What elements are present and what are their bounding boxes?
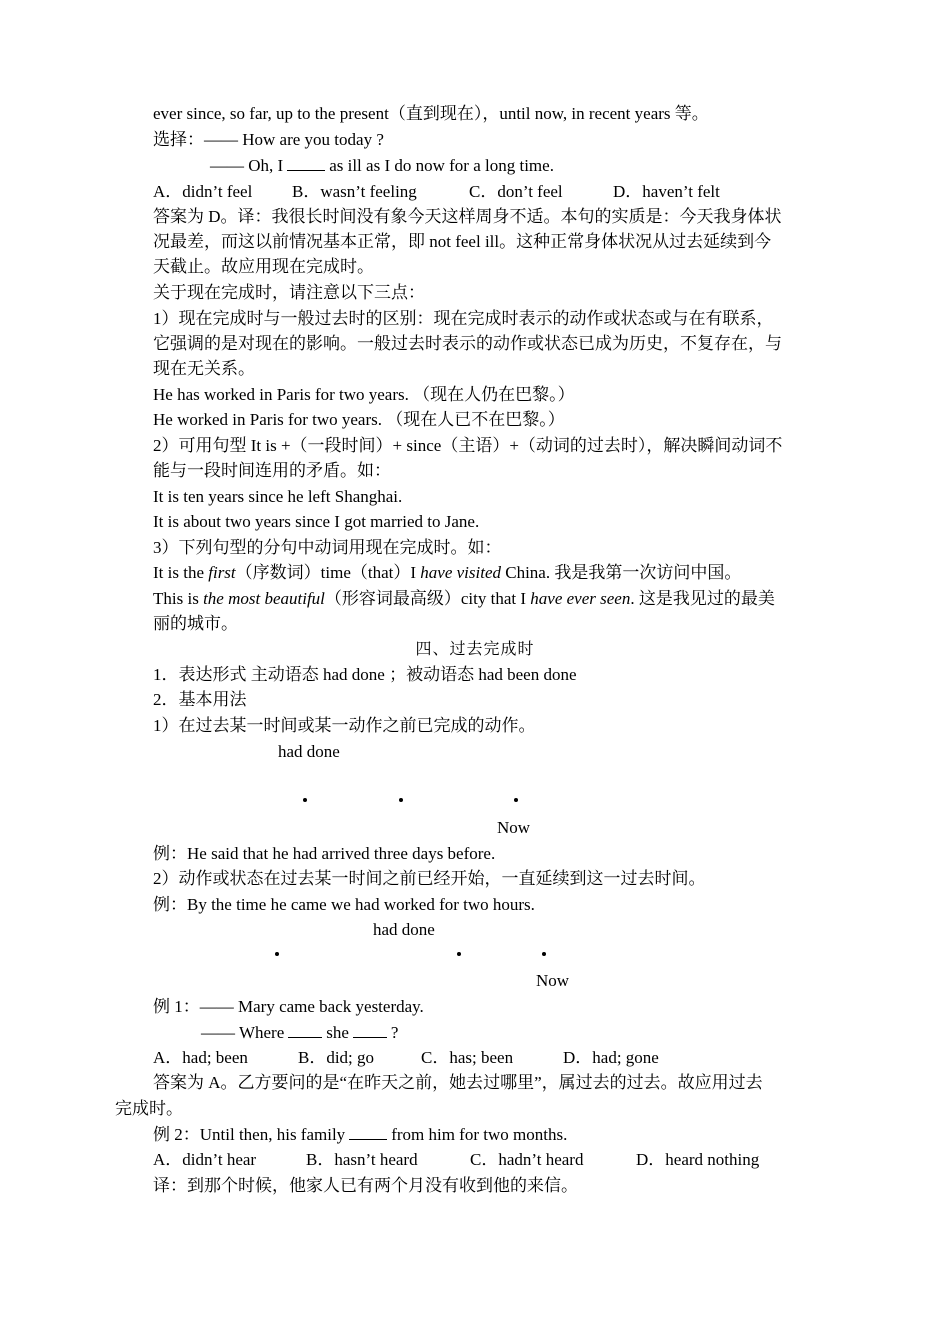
text-line: 能与一段时间连用的矛盾。如： [153, 461, 391, 480]
timeline-point [399, 798, 403, 802]
example-sentence: It is ten years since he left Shanghai. [153, 487, 403, 506]
question-reply: —— Oh, I as ill as I do now for a long time. [210, 156, 554, 175]
timeline-point [514, 798, 518, 802]
example-sentence: It is the first（序数词）time（that）I have visited China. 我是我第一次访问中国。 [153, 563, 742, 582]
question-prompt: 例 1：—— Mary came back yesterday. [153, 997, 424, 1016]
text-line: 现在无关系。 [153, 359, 255, 378]
section-heading: 四、过去完成时 [415, 639, 535, 658]
text-line: 2）动作或状态在过去某一时间之前已经开始，一直延续到这一过去时间。 [153, 869, 706, 888]
answer-options [153, 1047, 659, 1069]
option-b: B．wasn’t feeling [292, 182, 417, 201]
text-line: 答案为 D。译：我很长时间没有象今天这样周身不适。本句的实质是：今天我身体状 [153, 207, 782, 226]
option-a: A．didn’t hear [153, 1150, 257, 1169]
text-line: 2．基本用法 [153, 690, 247, 709]
answer-options [153, 1149, 759, 1171]
option-b: B．hasn’t heard [306, 1150, 418, 1169]
answer-blank [287, 156, 325, 171]
timeline-label: had done [373, 920, 435, 939]
timeline-label: had done [278, 742, 340, 761]
timeline-now-label: Now [497, 818, 531, 837]
option-c: C．don’t feel [469, 182, 563, 201]
option-c: C．hadn’t heard [470, 1150, 584, 1169]
answer-blank [349, 1125, 387, 1140]
text-line: 天截止。故应用现在完成时。 [153, 257, 374, 276]
question-prompt: 例 2：Until then, his family from him for two months. [153, 1125, 568, 1144]
timeline-now-label: Now [536, 971, 570, 990]
text-line: 丽的城市。 [153, 614, 238, 633]
text-line: 关于现在完成时，请注意以下三点： [153, 283, 425, 302]
option-c: C．has; been [421, 1048, 514, 1067]
text-line: 2）可用句型 It is +（一段时间）+ since（主语）+（动词的过去时），解决瞬间动词不 [153, 436, 783, 455]
timeline-point [275, 952, 279, 956]
text-line: ever since, so far, up to the present（直到现在），until now, in recent years 等。 [153, 104, 709, 123]
example-sentence: 例：He said that he had arrived three days before. [153, 844, 496, 863]
option-b: B．did; go [298, 1048, 375, 1067]
timeline-point [303, 798, 307, 802]
question-prompt: 选择：—— How are you today ? [153, 130, 384, 149]
option-d: D．haven’t felt [613, 182, 720, 201]
text-line: 它强调的是对现在的影响。一般过去时表示的动作或状态已成为历史，不复存在，与 [153, 334, 782, 353]
option-a: A．had; been [153, 1048, 248, 1067]
text-line: 答案为 A。乙方要问的是“在昨天之前，她去过哪里”，属过去的过去。故应用过去 [153, 1073, 763, 1092]
option-a: A．didn’t feel [153, 182, 253, 201]
answer-blank [288, 1023, 322, 1038]
text-line: 完成时。 [115, 1099, 183, 1118]
example-sentence: He has worked in Paris for two years. （现在人仍在巴黎。） [153, 385, 575, 404]
option-d: D．had; gone [563, 1048, 659, 1067]
answer-options [153, 181, 720, 203]
example-sentence: 例：By the time he came we had worked for two hours. [153, 895, 535, 914]
text-line: 1．表达形式 主动语态 had done ；被动语态 had been done [153, 665, 577, 684]
text-line: 3）下列句型的分句中动词用现在完成时。如： [153, 538, 502, 557]
translation-line: 译：到那个时候，他家人已有两个月没有收到他的来信。 [153, 1176, 578, 1195]
option-d: D．heard nothing [636, 1150, 760, 1169]
example-sentence: This is the most beautiful（形容词最高级）city that I have ever seen. 这是我见过的最美 [153, 589, 775, 608]
text-line: 1）现在完成时与一般过去时的区别：现在完成时表示的动作或状态或与在有联系， [153, 309, 774, 328]
question-reply: —— Where she ? [201, 1023, 399, 1042]
timeline-point [457, 952, 461, 956]
example-sentence: It is about two years since I got married to Jane. [153, 512, 480, 531]
answer-blank [353, 1023, 387, 1038]
timeline-point [542, 952, 546, 956]
text-line: 1）在过去某一时间或某一动作之前已完成的动作。 [153, 716, 536, 735]
text-line: 况最差，而这以前情况基本正常，即 not feel ill。这种正常身体状况从过去延续到今 [153, 232, 772, 251]
example-sentence: He worked in Paris for two years. （现在人已不在巴黎。） [153, 410, 565, 429]
